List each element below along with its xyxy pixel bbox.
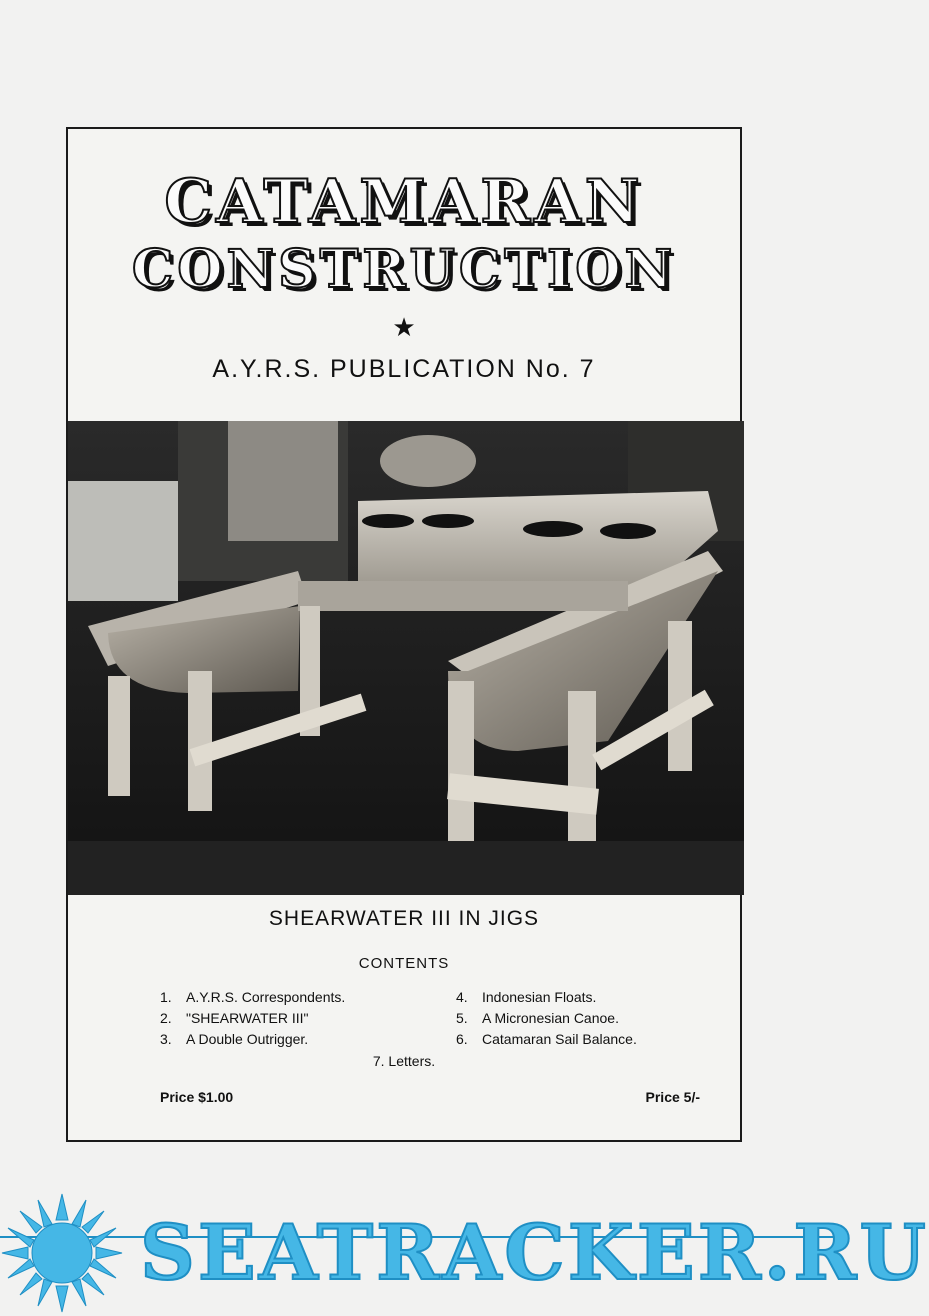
- contents-item: [456, 987, 637, 1008]
- price-shillings: Price 5/-: [645, 1089, 700, 1105]
- star-icon: ★: [392, 313, 416, 343]
- cover-page: [66, 127, 742, 1142]
- contents-item-number: 4.: [456, 989, 468, 1005]
- catamaran-jig-photo: [68, 421, 744, 895]
- contents-right-column: [456, 987, 637, 1050]
- cover-photo: [68, 421, 744, 895]
- contents-item: [456, 1029, 637, 1050]
- title-construction: CONSTRUCTION: [131, 239, 677, 300]
- title-catamaran: CATAMARAN: [164, 167, 644, 237]
- contents-item-label: Indonesian Floats.: [482, 989, 597, 1005]
- contents-item: [160, 1029, 345, 1050]
- contents-left-column: [160, 987, 345, 1050]
- contents-item-label: Catamaran Sail Balance.: [482, 1031, 637, 1047]
- publication-number: A.Y.R.S. PUBLICATION No. 7: [212, 355, 596, 383]
- contents-item-label: A Double Outrigger.: [186, 1031, 309, 1047]
- contents-item-number: 3.: [160, 1031, 172, 1047]
- contents-item-label: A.Y.R.S. Correspondents.: [186, 989, 346, 1005]
- contents-heading: CONTENTS: [358, 955, 450, 972]
- contents-item-letters: 7. Letters.: [372, 1053, 436, 1069]
- sun-logo-icon: [0, 1190, 140, 1316]
- contents-item-label: A Micronesian Canoe.: [482, 1010, 619, 1026]
- contents-item-number: 1.: [160, 989, 172, 1005]
- watermark-text: SEATRACKER.RU: [140, 1208, 929, 1297]
- contents-item: [456, 1008, 637, 1029]
- photo-caption: SHEARWATER III IN JIGS: [268, 907, 540, 930]
- contents-item: [160, 987, 345, 1008]
- contents-item-number: 2.: [160, 1010, 172, 1026]
- contents-item-number: 6.: [456, 1031, 468, 1047]
- price-dollars: Price $1.00: [160, 1089, 234, 1105]
- contents-item-number: 5.: [456, 1010, 468, 1026]
- contents-item-label: "SHEARWATER III": [186, 1010, 309, 1026]
- contents-item: [160, 1008, 345, 1029]
